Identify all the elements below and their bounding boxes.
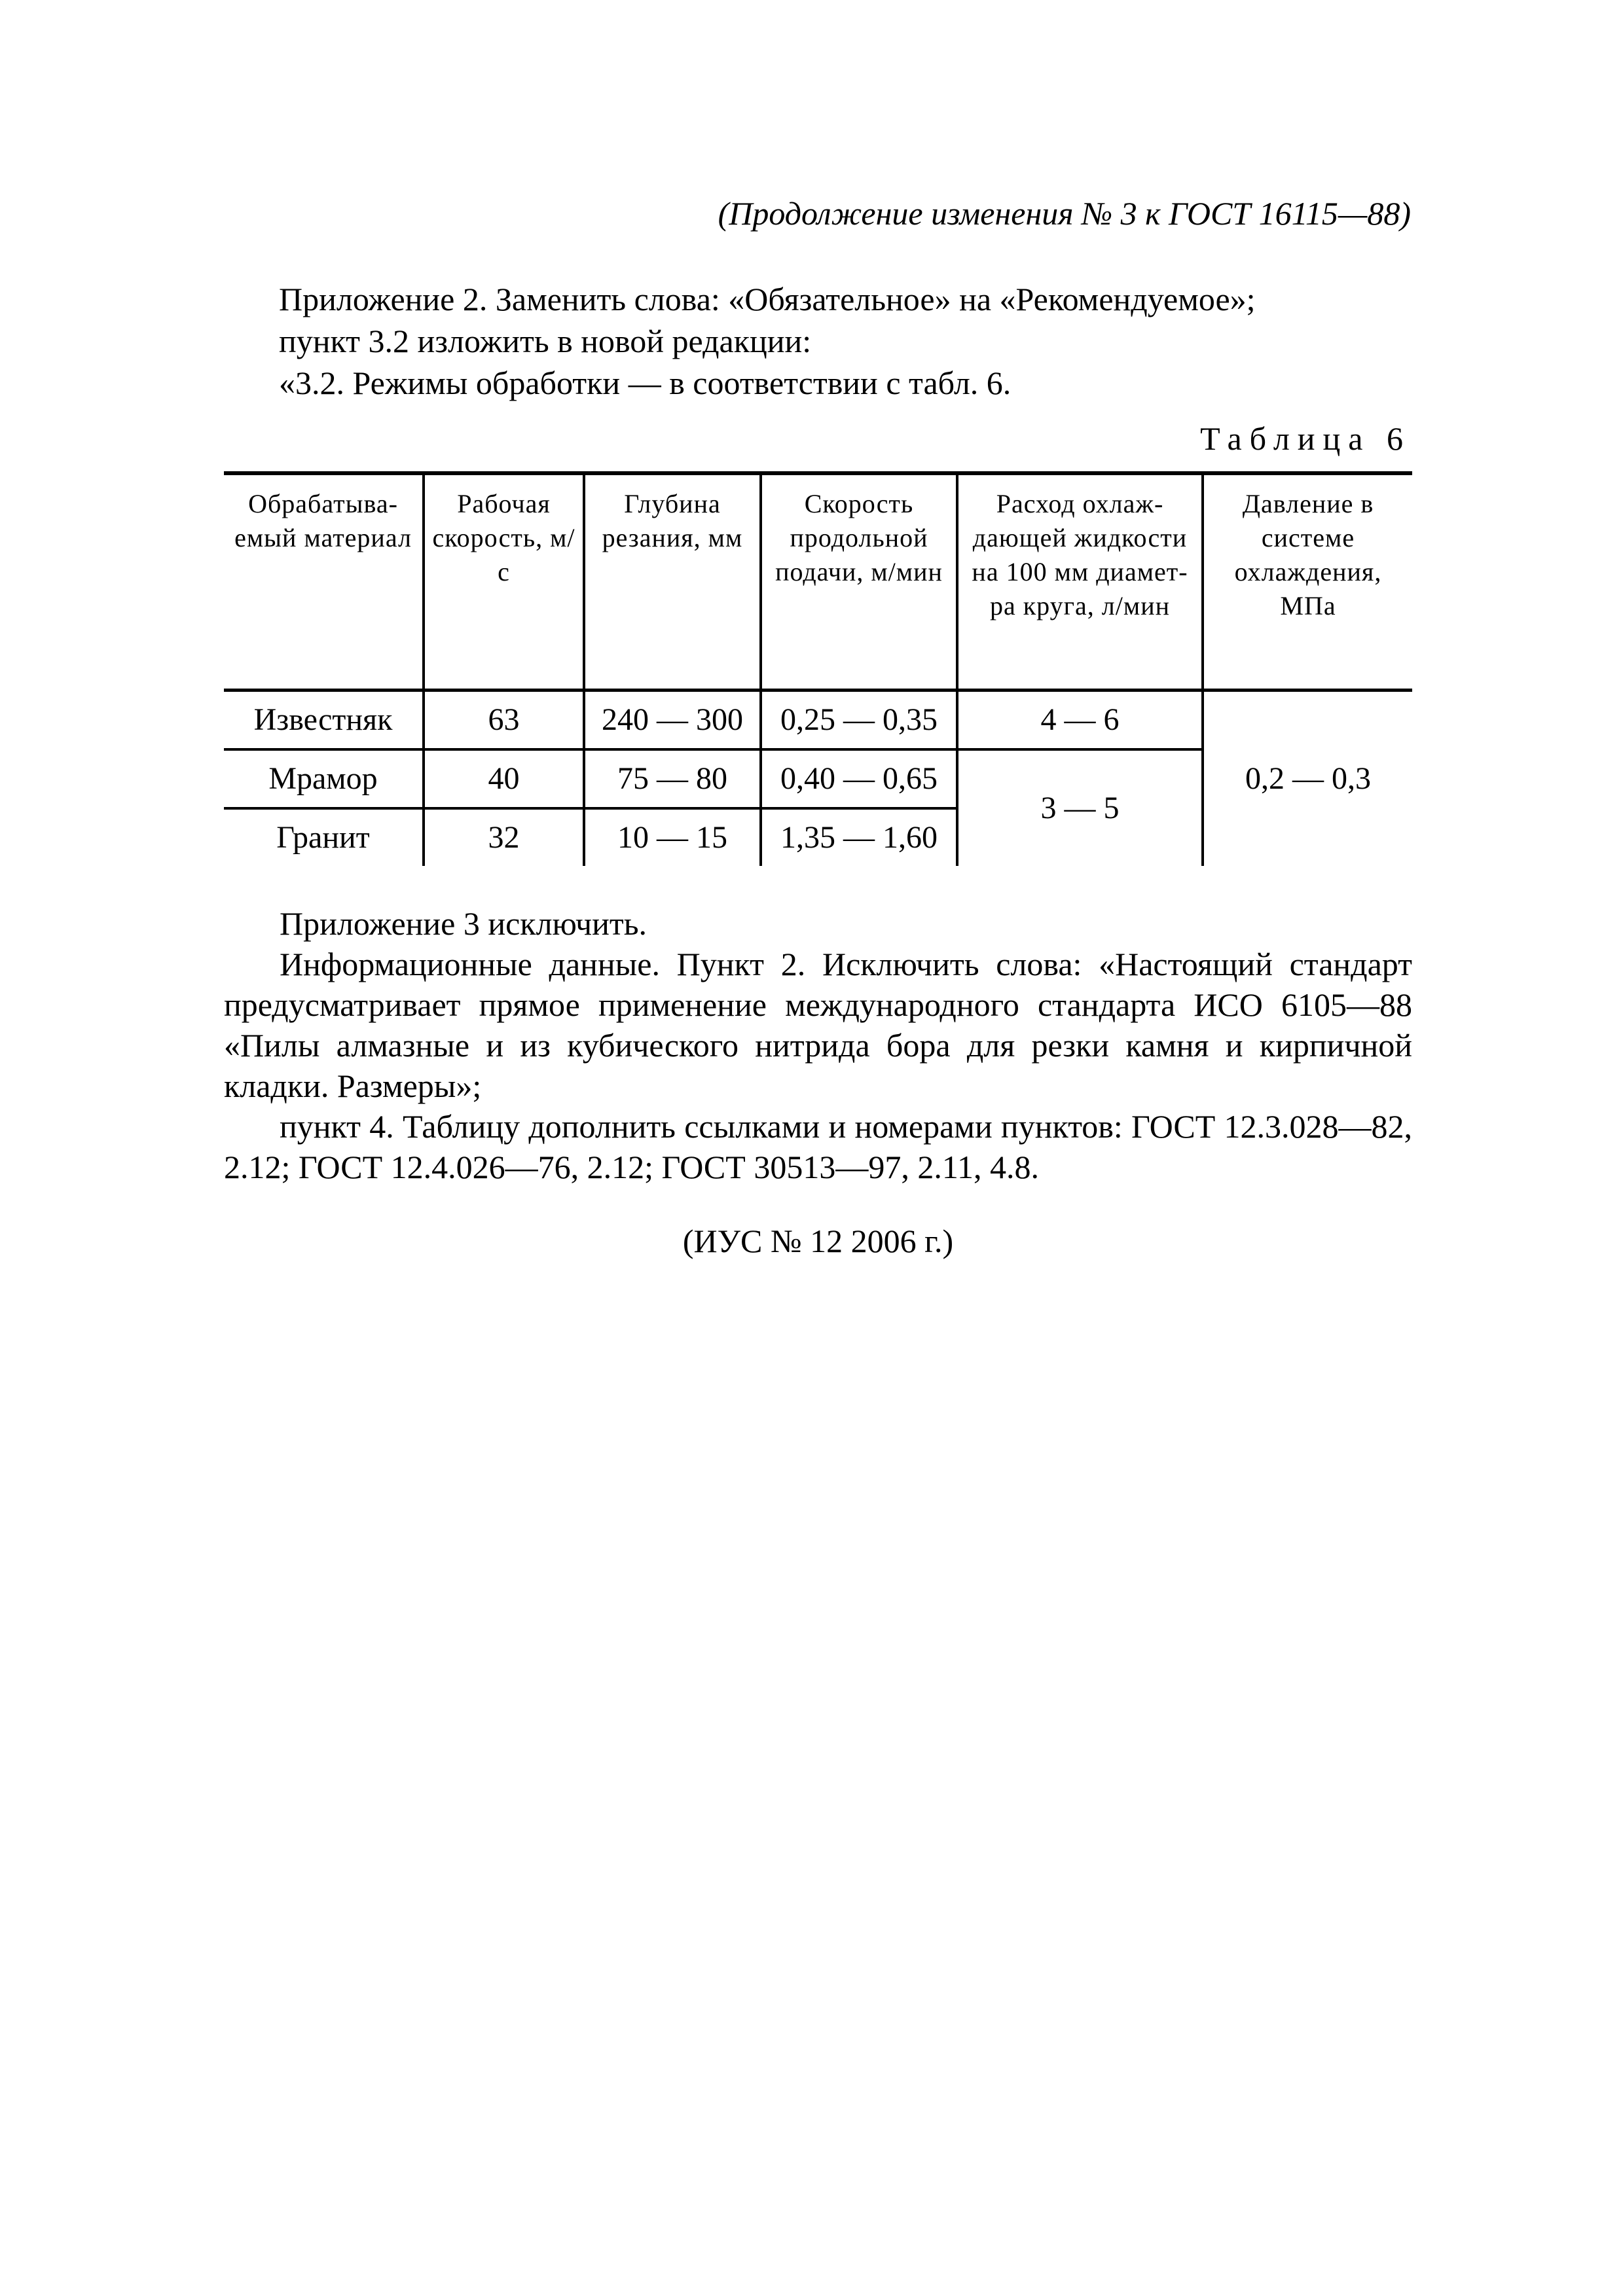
cell-feed: 1,35 — 1,60 <box>761 808 957 866</box>
cell-speed: 40 <box>424 749 584 808</box>
cell-pressure-merged: 0,2 — 0,3 <box>1203 691 1412 867</box>
header-pressure: Давление в системе охлаждения, МПа <box>1203 473 1412 691</box>
cell-coolant: 4 — 6 <box>957 691 1203 750</box>
cell-material: Известняк <box>224 691 424 750</box>
cell-speed: 32 <box>424 808 584 866</box>
cell-coolant-merged: 3 — 5 <box>957 749 1203 866</box>
header-feed: Скорость продольной подачи, м/мин <box>761 473 957 691</box>
header-coolant: Расход охлаж-дающей жидкости на 100 мм диамет-ра круга, л/мин <box>957 473 1203 691</box>
header-speed: Рабочая скорость, м/с <box>424 473 584 691</box>
cell-depth: 75 — 80 <box>584 749 761 808</box>
continuation-header: (Продолжение изменения № 3 к ГОСТ 16115—88) <box>718 195 1411 232</box>
table-row <box>224 691 1412 750</box>
table-header-row <box>224 473 1412 691</box>
cell-feed: 0,25 — 0,35 <box>761 691 957 750</box>
cell-material: Гранит <box>224 808 424 866</box>
cell-material: Мрамор <box>224 749 424 808</box>
paragraph-item-4: пункт 4. Таблицу дополнить ссылками и номерами пунктов: ГОСТ 12.3.028—82, 2.12; ГОСТ 12.4.026—76, 2.12; ГОСТ 30513—97, 2.11, 4.8. <box>224 1108 1412 1185</box>
header-material: Обрабатыва-емый материал <box>224 473 424 691</box>
cell-depth: 10 — 15 <box>584 808 761 866</box>
body-text <box>224 903 1412 1187</box>
table-caption: Таблица 6 <box>1200 420 1411 457</box>
header-depth: Глубина резания, мм <box>584 473 761 691</box>
intro-block <box>279 278 1405 404</box>
processing-modes-table <box>224 471 1412 866</box>
cell-feed: 0,40 — 0,65 <box>761 749 957 808</box>
intro-line-2: пункт 3.2 изложить в новой редакции: <box>279 323 812 359</box>
cell-depth: 240 — 300 <box>584 691 761 750</box>
table-container <box>224 471 1412 866</box>
paragraph-info-data: Информационные данные. Пункт 2. Исключить слова: «Настоящий стандарт предусматривает прямое применение международного стандарта ИСО 6105—88 «Пилы алмазные и из кубического нитрида бора для резки камня и кирпичной кладки. Размеры»; <box>224 946 1412 1104</box>
paragraph-appendix-3: Приложение 3 исключить. <box>280 905 647 942</box>
intro-line-3: «3.2. Режимы обработки — в соответствии с табл. 6. <box>279 365 1012 401</box>
source-reference: (ИУС № 12 2006 г.) <box>682 1223 954 1259</box>
cell-speed: 63 <box>424 691 584 750</box>
intro-line-1: Приложение 2. Заменить слова: «Обязательное» на «Рекомендуемое»; <box>279 281 1256 317</box>
